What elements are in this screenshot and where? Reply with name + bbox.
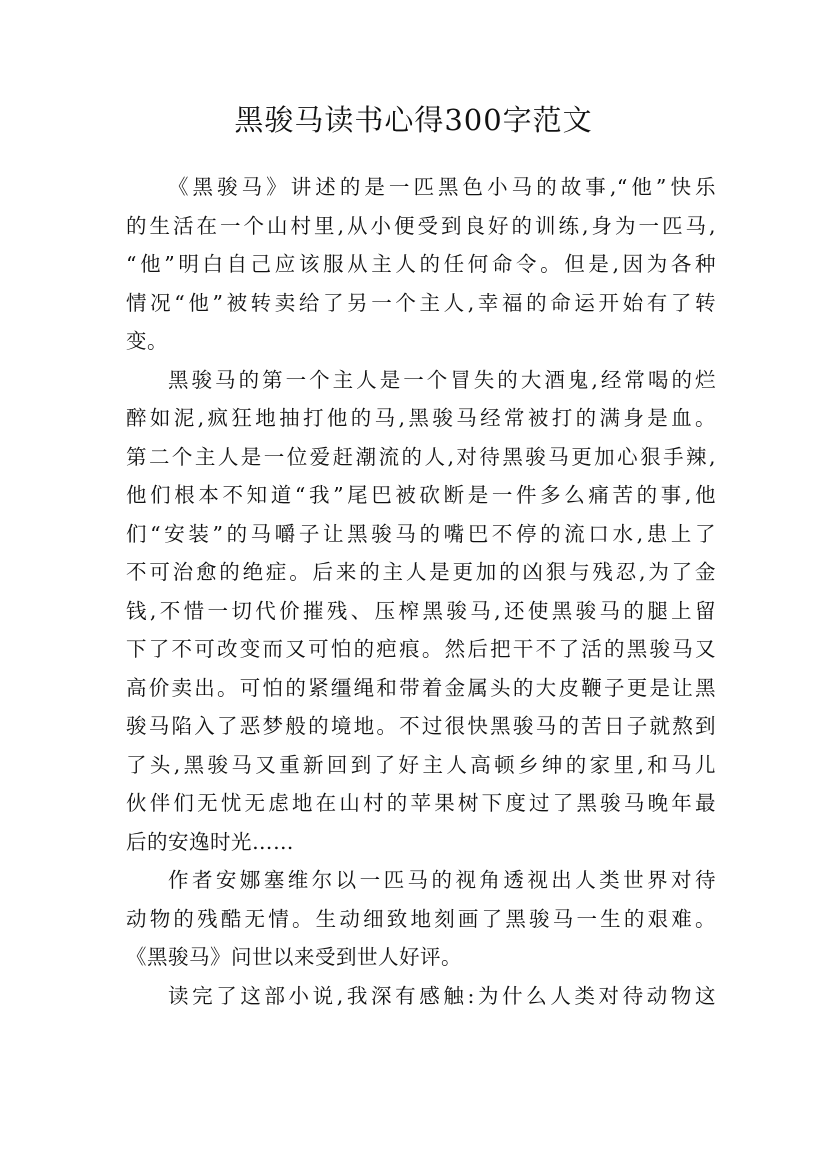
body-line: “他”明白自己应该服从主人的任何命令。但是,因为各种: [126, 252, 716, 276]
body-line: 们“安装”的马嚼子让黑骏马的嘴巴不停的流口水,患上了: [126, 521, 716, 546]
body-line: 不可治愈的绝症。后来的主人是更加的凶狠与残忍,为了金: [126, 560, 716, 584]
body-line: 下了不可改变而又可怕的疤痕。然后把干不了活的黑骏马又: [126, 637, 716, 661]
body-line: 后的安逸时光……: [126, 829, 294, 854]
body-line: 的生活在一个山村里,从小便受到良好的训练,身为一匹马,: [126, 213, 716, 238]
body-line: 情况“他”被转卖给了另一个主人,幸福的命运开始有了转: [126, 290, 716, 315]
body-line: 钱,不惜一切代价摧残、压榨黑骏马,还使黑骏马的腿上留: [126, 598, 716, 623]
document-title: 黑骏马读书心得300字范文: [234, 103, 593, 137]
body-line: 他们根本不知道“我”尾巴被砍断是一件多么痛苦的事,他: [126, 483, 716, 507]
body-line: 骏马陷入了恶梦般的境地。不过很快黑骏马的苦日子就熬到: [126, 714, 716, 738]
body-line: 作者安娜塞维尔以一匹马的视角透视出人类世界对待: [168, 868, 716, 892]
body-line: 动物的残酷无情。生动细致地刻画了黑骏马一生的艰难。: [126, 906, 716, 931]
document-body: [126, 168, 716, 1015]
body-line: 高价卖出。可怕的紧缰绳和带着金属头的大皮鞭子更是让黑: [126, 675, 716, 700]
body-line: 《黑骏马》问世以来受到世人好评。: [126, 945, 462, 969]
body-line: 伙伴们无忧无虑地在山村的苹果树下度过了黑骏马晚年最: [126, 791, 716, 815]
body-line: 了头,黑骏马又重新回到了好主人高顿乡绅的家里,和马儿: [126, 752, 716, 777]
body-line: 读完了这部小说,我深有感触:为什么人类对待动物这: [168, 983, 716, 1008]
body-line: 醉如泥,疯狂地抽打他的马,黑骏马经常被打的满身是血。: [126, 406, 716, 430]
body-line: 黑骏马的第一个主人是一个冒失的大酒鬼,经常喝的烂: [168, 367, 716, 392]
body-line: 《黑骏马》讲述的是一匹黑色小马的故事,“他”快乐: [168, 175, 716, 199]
body-line: 第二个主人是一位爱赶潮流的人,对待黑骏马更加心狠手辣,: [126, 444, 716, 469]
body-line: 变。: [126, 329, 168, 353]
